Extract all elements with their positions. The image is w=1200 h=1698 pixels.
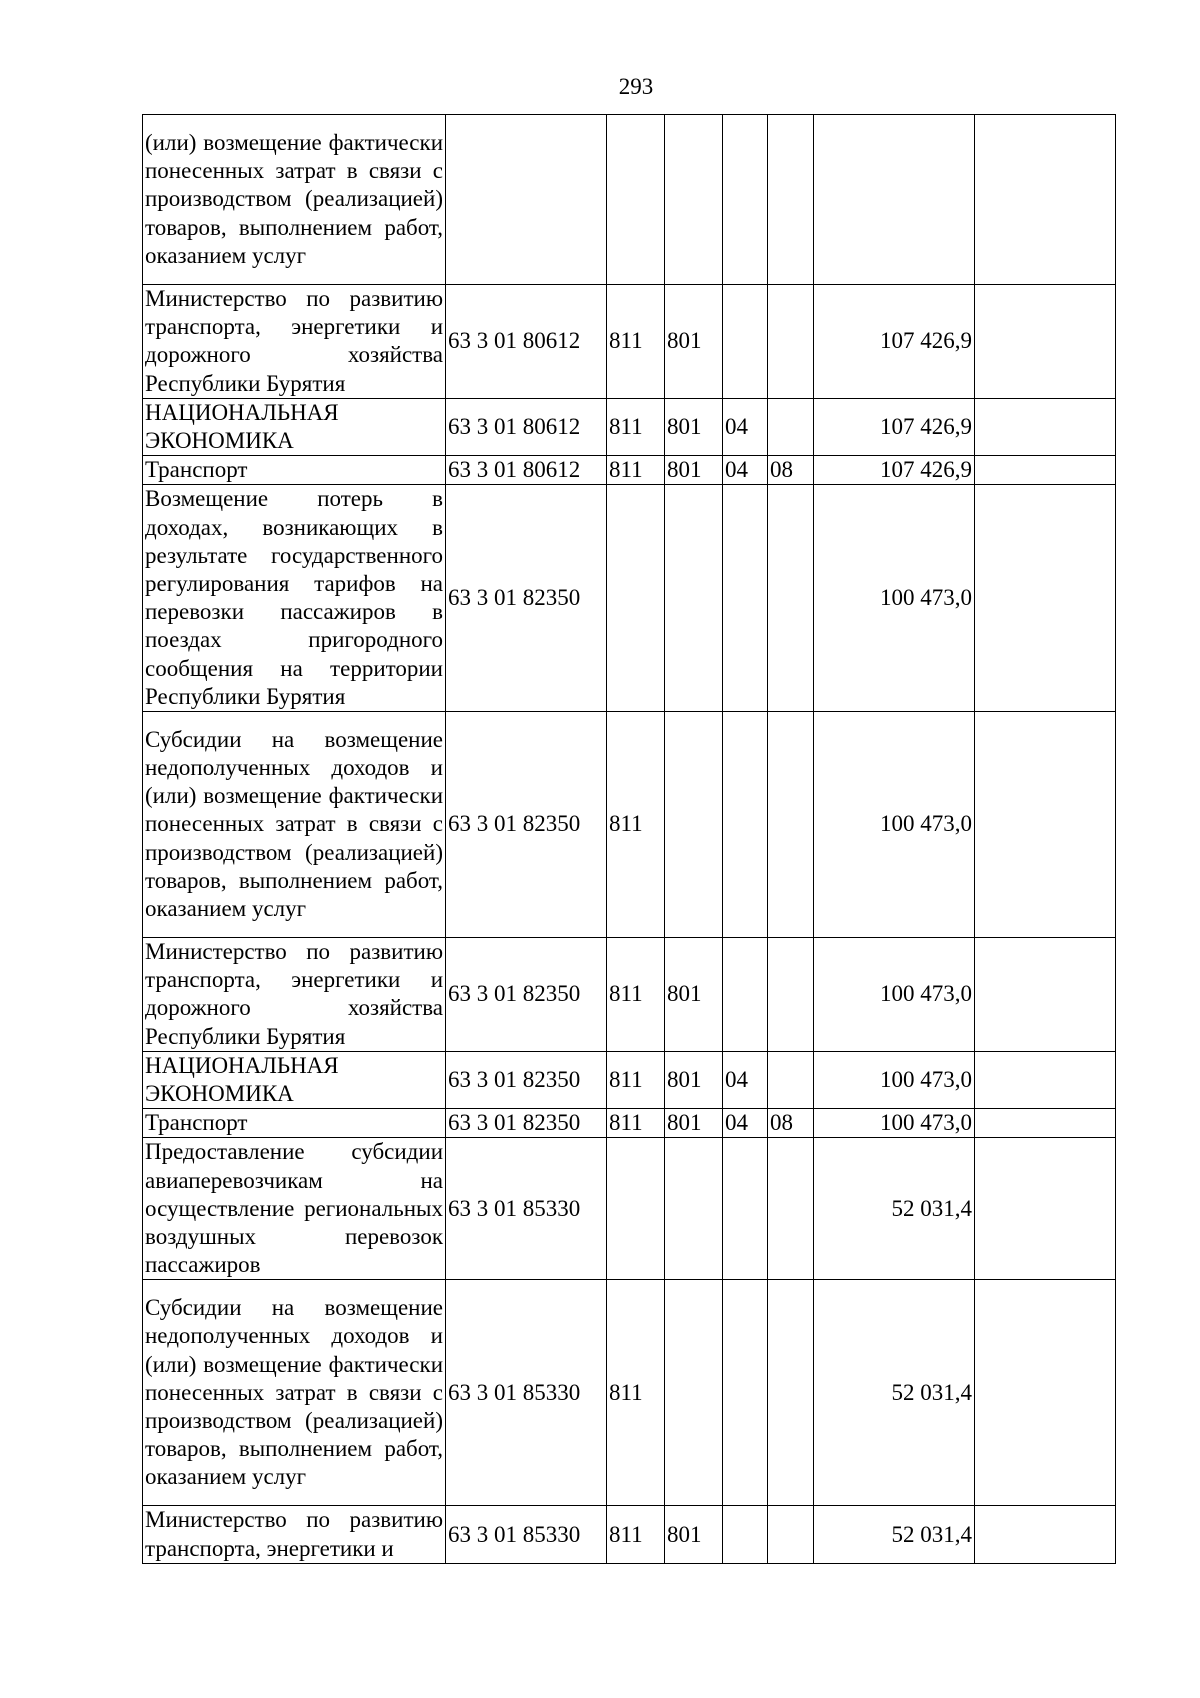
table-body <box>143 115 1116 1564</box>
expense-type-cell: 811 <box>607 398 665 455</box>
subsection-cell <box>768 485 814 712</box>
table-row <box>143 1051 1116 1108</box>
extra-cell <box>975 115 1116 285</box>
expense-type-cell <box>607 485 665 712</box>
target-article-code-cell: 63 3 01 82350 <box>446 485 607 712</box>
table-row <box>143 285 1116 399</box>
subsection-cell: 08 <box>768 456 814 485</box>
target-article-code-cell: 63 3 01 82350 <box>446 1051 607 1108</box>
subsection-cell <box>768 1506 814 1563</box>
subsection-cell <box>768 1280 814 1506</box>
section-cell: 04 <box>723 456 768 485</box>
subsection-cell <box>768 285 814 399</box>
section-cell <box>723 1280 768 1506</box>
ministry-code-cell: 801 <box>665 938 723 1052</box>
target-article-code-cell: 63 3 01 85330 <box>446 1138 607 1280</box>
expense-type-cell: 811 <box>607 712 665 938</box>
item-name-cell: (или) возмещение фактически понесенных затрат в связи с производством (реализацией) товаров, выполнением работ, оказанием услуг <box>143 115 446 285</box>
subsection-cell <box>768 1138 814 1280</box>
table-row <box>143 712 1116 938</box>
extra-cell <box>975 938 1116 1052</box>
section-cell <box>723 1138 768 1280</box>
table-row <box>143 1506 1116 1563</box>
section-cell <box>723 712 768 938</box>
extra-cell <box>975 1506 1116 1563</box>
amount-cell: 52 031,4 <box>814 1280 975 1506</box>
ministry-code-cell <box>665 1138 723 1280</box>
target-article-code-cell: 63 3 01 80612 <box>446 285 607 399</box>
amount-cell: 100 473,0 <box>814 485 975 712</box>
subsection-cell: 08 <box>768 1109 814 1138</box>
target-article-code-cell: 63 3 01 82350 <box>446 938 607 1052</box>
target-article-code-cell <box>446 115 607 285</box>
table-row <box>143 485 1116 712</box>
extra-cell <box>975 485 1116 712</box>
ministry-code-cell: 801 <box>665 398 723 455</box>
section-cell: 04 <box>723 1051 768 1108</box>
expense-type-cell: 811 <box>607 285 665 399</box>
amount-cell: 100 473,0 <box>814 712 975 938</box>
item-name-cell: Субсидии на возмещение недополученных доходов и (или) возмещение фактически понесенных затрат в связи с производством (реализацией) товаров, выполнением работ, оказанием услуг <box>143 712 446 938</box>
section-cell <box>723 1506 768 1563</box>
table-row <box>143 456 1116 485</box>
amount-cell: 100 473,0 <box>814 1051 975 1108</box>
item-name-cell: Министерство по развитию транспорта, энергетики и дорожного хозяйства Республики Бурятия <box>143 285 446 399</box>
table-row <box>143 398 1116 455</box>
ministry-code-cell <box>665 115 723 285</box>
extra-cell <box>975 712 1116 938</box>
amount-cell: 107 426,9 <box>814 285 975 399</box>
item-name-cell: Транспорт <box>143 1109 446 1138</box>
target-article-code-cell: 63 3 01 82350 <box>446 1109 607 1138</box>
ministry-code-cell: 801 <box>665 1109 723 1138</box>
extra-cell <box>975 456 1116 485</box>
subsection-cell <box>768 712 814 938</box>
target-article-code-cell: 63 3 01 82350 <box>446 712 607 938</box>
item-name-cell: Субсидии на возмещение недополученных доходов и (или) возмещение фактически понесенных затрат в связи с производством (реализацией) товаров, выполнением работ, оказанием услуг <box>143 1280 446 1506</box>
ministry-code-cell: 801 <box>665 1506 723 1563</box>
amount-cell: 107 426,9 <box>814 398 975 455</box>
extra-cell <box>975 1109 1116 1138</box>
table-row <box>143 938 1116 1052</box>
expense-type-cell: 811 <box>607 456 665 485</box>
item-name-cell: Министерство по развитию транспорта, энергетики и <box>143 1506 446 1563</box>
section-cell: 04 <box>723 398 768 455</box>
table-row <box>143 1138 1116 1280</box>
item-name-cell: Возмещение потерь в доходах, возникающих в результате государственного регулирования тарифов на перевозки пассажиров в поездах пригородного сообщения на территории Республики Бурятия <box>143 485 446 712</box>
section-cell <box>723 115 768 285</box>
subsection-cell <box>768 938 814 1052</box>
item-name-cell: НАЦИОНАЛЬНАЯ ЭКОНОМИКА <box>143 1051 446 1108</box>
amount-cell: 107 426,9 <box>814 456 975 485</box>
amount-cell <box>814 115 975 285</box>
extra-cell <box>975 1138 1116 1280</box>
table-row <box>143 115 1116 285</box>
ministry-code-cell: 801 <box>665 456 723 485</box>
target-article-code-cell: 63 3 01 85330 <box>446 1280 607 1506</box>
expense-type-cell: 811 <box>607 1051 665 1108</box>
amount-cell: 52 031,4 <box>814 1506 975 1563</box>
ministry-code-cell <box>665 485 723 712</box>
table-row <box>143 1109 1116 1138</box>
expense-type-cell <box>607 115 665 285</box>
extra-cell <box>975 398 1116 455</box>
extra-cell <box>975 1051 1116 1108</box>
expense-type-cell: 811 <box>607 938 665 1052</box>
section-cell <box>723 938 768 1052</box>
subsection-cell <box>768 1051 814 1108</box>
item-name-cell: Предоставление субсидии авиаперевозчикам на осуществление региональных воздушных перевозок пассажиров <box>143 1138 446 1280</box>
extra-cell <box>975 1280 1116 1506</box>
subsection-cell <box>768 115 814 285</box>
item-name-cell: Транспорт <box>143 456 446 485</box>
amount-cell: 52 031,4 <box>814 1138 975 1280</box>
target-article-code-cell: 63 3 01 80612 <box>446 398 607 455</box>
page-number: 293 <box>618 74 654 99</box>
expense-type-cell: 811 <box>607 1506 665 1563</box>
ministry-code-cell: 801 <box>665 285 723 399</box>
amount-cell: 100 473,0 <box>814 1109 975 1138</box>
subsection-cell <box>768 398 814 455</box>
item-name-cell: Министерство по развитию транспорта, энергетики и дорожного хозяйства Республики Бурятия <box>143 938 446 1052</box>
expense-type-cell: 811 <box>607 1280 665 1506</box>
amount-cell: 100 473,0 <box>814 938 975 1052</box>
section-cell: 04 <box>723 1109 768 1138</box>
item-name-cell: НАЦИОНАЛЬНАЯ ЭКОНОМИКА <box>143 398 446 455</box>
ministry-code-cell: 801 <box>665 1051 723 1108</box>
budget-table <box>142 114 1116 1564</box>
section-cell <box>723 285 768 399</box>
extra-cell <box>975 285 1116 399</box>
target-article-code-cell: 63 3 01 85330 <box>446 1506 607 1563</box>
target-article-code-cell: 63 3 01 80612 <box>446 456 607 485</box>
ministry-code-cell <box>665 1280 723 1506</box>
ministry-code-cell <box>665 712 723 938</box>
section-cell <box>723 485 768 712</box>
expense-type-cell <box>607 1138 665 1280</box>
expense-type-cell: 811 <box>607 1109 665 1138</box>
table-row <box>143 1280 1116 1506</box>
